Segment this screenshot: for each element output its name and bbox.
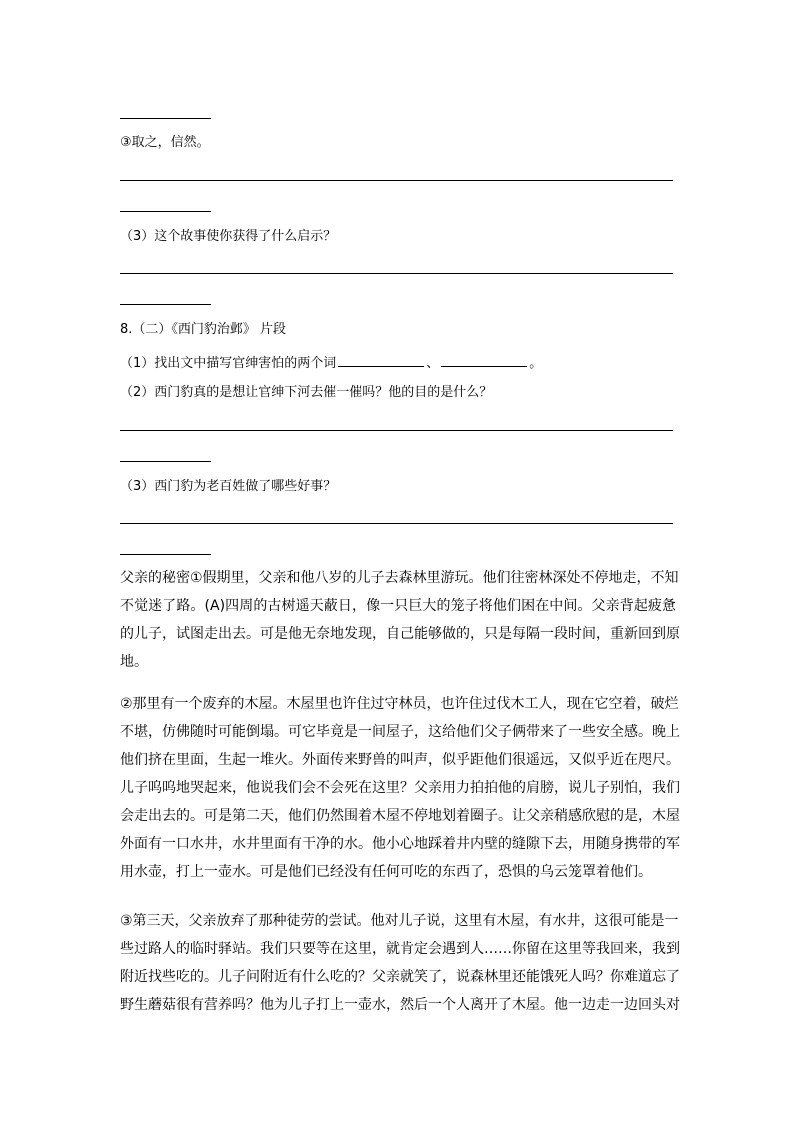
question-8-title: 8.（二）《西门豹治邺》 片段: [120, 322, 287, 337]
answer-line[interactable]: [120, 211, 211, 212]
question-8-sub3: （3）西门豹为老百姓做了哪些好事？: [120, 479, 337, 494]
passage-line: 野生蘑菇很有营养吗？他为儿子打上一壶水，然后一个人离开了木屋。他一边走一边回头对: [120, 997, 680, 1013]
passage-line: 附近找些吃的。儿子问附近有什么吃的？父亲就笑了，说森林里还能饿死人吗？你难道忘了: [120, 969, 680, 985]
passage-line: 不堪，仿佛随时可能倒塌。可它毕竟是一间屋子，这给他们父子俩带来了一些安全感。晚上: [120, 724, 680, 740]
passage-line: 父亲的秘密①假期里，父亲和他八岁的儿子去森林里游玩。他们往密林深处不停地走，不知: [120, 570, 679, 586]
passage-line: 些过路人的临时驿站。我们只要等在这里，就肯定会遇到人……你留在这里等我回来，我到: [120, 941, 680, 957]
passage-paragraph-2: [120, 690, 680, 886]
end-mark: 。: [529, 356, 543, 371]
answer-line[interactable]: [120, 118, 211, 119]
answer-line[interactable]: [120, 461, 211, 462]
question-part-3: （3）这个故事使你获得了什么启示？: [120, 229, 337, 244]
answer-line[interactable]: [120, 523, 673, 524]
question-8-sub2: （2）西门豹真的是想让官绅下河去催一催吗？他的目的是什么？: [120, 385, 493, 400]
passage-line: 的儿子，试图走出去。可是他无奈地发现，自己能够做的，只是每隔一段时间，重新回到原: [120, 626, 680, 642]
answer-line[interactable]: [120, 554, 211, 555]
separator: 、: [426, 356, 440, 371]
answer-line[interactable]: [120, 430, 673, 431]
question-8-sub1-text: （1）找出文中描写官绅害怕的两个词: [120, 356, 337, 371]
passage-line: 他们挤在里面，生起一堆火。外面传来野兽的叫声，似乎距他们很遥远，又似乎近在咫尺。: [120, 752, 680, 768]
passage-paragraph-3: [120, 907, 680, 1019]
passage-line: 地。: [120, 654, 148, 670]
passage-line: ③第三天，父亲放弃了那种徒劳的尝试。他对儿子说，这里有木屋，有水井，这很可能是一: [120, 913, 679, 929]
answer-line[interactable]: [120, 180, 673, 181]
answer-line[interactable]: [120, 273, 673, 274]
passage-line: 儿子呜呜地哭起来，他说我们会不会死在这里？父亲用力拍拍他的肩膀，说儿子别怕，我们: [120, 780, 680, 796]
passage-line: 外面有一口水井，水井里面有干净的水。他小心地踩着井内壁的缝隙下去，用随身携带的军: [120, 836, 680, 852]
answer-blank-1[interactable]: [338, 354, 424, 367]
answer-blank-2[interactable]: [441, 354, 527, 367]
passage-paragraph-1: [120, 564, 680, 676]
passage-line: ②那里有一个废弃的木屋。木屋里也许住过守林员，也许住过伐木工人，现在它空着，破烂: [120, 696, 679, 712]
question-item-3: ③取之，信然。: [120, 135, 210, 150]
answer-line[interactable]: [120, 304, 211, 305]
passage-line: 会走出去的。可是第二天，他们仍然围着木屋不停地划着圈子。让父亲稍感欣慰的是，木屋: [120, 808, 680, 824]
passage-line: 不觉迷了路。(A)四周的古树遥天蔽日，像一只巨大的笼子将他们困在中间。父亲背起疲惫: [120, 598, 676, 614]
passage-line: 用水壶，打上一壶水。可是他们已经没有任何可吃的东西了，恐惧的乌云笼罩着他们。: [120, 864, 652, 880]
question-8-sub1: [120, 354, 542, 373]
